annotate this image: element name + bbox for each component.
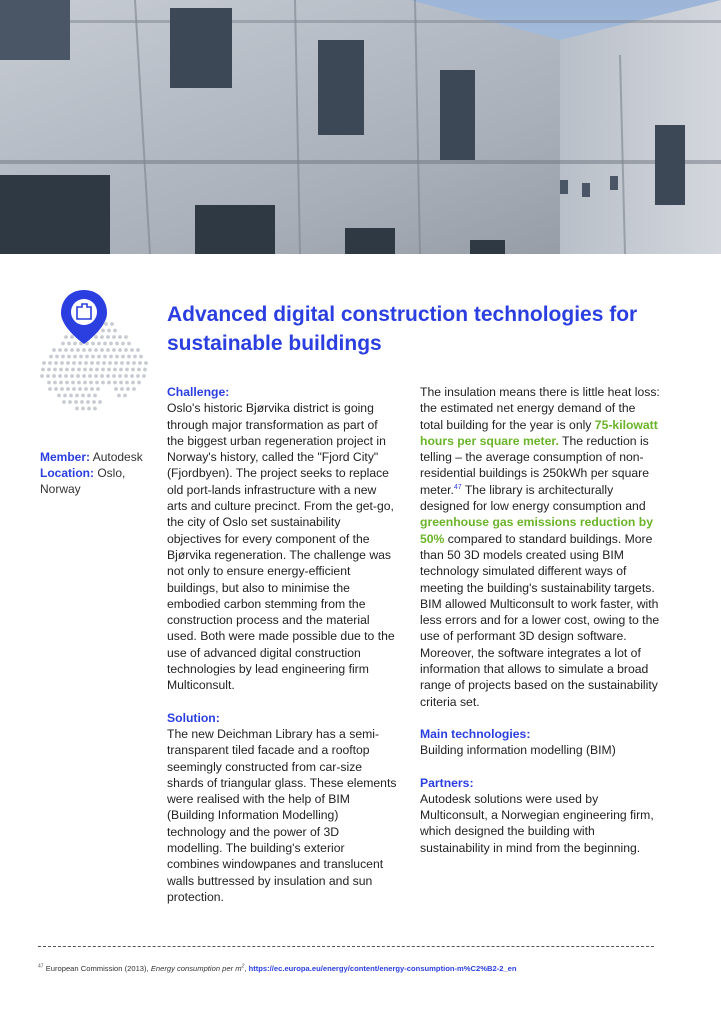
map-dot xyxy=(127,342,131,346)
map-dot xyxy=(64,348,68,352)
footnote-title-text: Energy consumption per m xyxy=(150,964,242,973)
map-dot xyxy=(40,374,44,378)
footnote-number: 47 xyxy=(38,963,44,970)
insulation-text-3: The library is architecturally designed for low energy consumption and xyxy=(420,482,646,514)
main-technologies-text: Building information modelling (BIM) xyxy=(420,743,616,758)
page-title: Advanced digital construction technologies for sustainable buildings xyxy=(167,303,638,355)
map-dot xyxy=(58,348,62,352)
map-dot xyxy=(82,348,86,352)
map-dot xyxy=(102,361,106,365)
map-dot xyxy=(89,368,93,372)
map-dot xyxy=(144,361,148,365)
map-dot xyxy=(109,355,113,359)
map-dot xyxy=(84,361,88,365)
map-dot xyxy=(52,374,56,378)
map-dot xyxy=(121,342,125,346)
map-dot xyxy=(143,368,147,372)
map-dot xyxy=(84,387,88,391)
map-dot xyxy=(124,335,128,339)
footnote: $^{47}$ European Commission (2013), Energy consumption per $m^2$, https://ec.europa.eu/energy/content/energy-consumption-m%C2%B2-2_en xyxy=(38,963,517,973)
map-dot xyxy=(48,387,52,391)
map-dot xyxy=(118,335,122,339)
map-dot xyxy=(124,348,128,352)
map-dot xyxy=(87,407,91,411)
footnote-title-sup: 2 xyxy=(241,963,245,970)
map-dot xyxy=(47,368,51,372)
map-dot xyxy=(64,374,68,378)
map-dot xyxy=(81,407,85,411)
challenge-text: Oslo's historic Bjørvika district is going through major transformation as part of the biggest urban regeneration project in Norway's history, called the "Fjord City" (Fjordbyen). The project seeks to replace old port-lands infrastructure with a new arts and culture precinct. From the get-go, the city of Oslo set sustainability objectives for every component of the Bjørvika regeneration. The challenge was not only to ensure energy-efficient buildings, but also to minimise the embodied carbon stemming from the construction process and the material used. Both were made possible due to the use of advanced digital construction technologies by lead engineering firm Multiconsult. xyxy=(167,401,395,693)
map-dot xyxy=(68,400,72,404)
location-value: Oslo, Norway xyxy=(40,466,126,496)
map-dot xyxy=(139,355,143,359)
map-dot xyxy=(100,335,104,339)
map-dot xyxy=(119,368,123,372)
map-dot xyxy=(112,348,116,352)
map-dot xyxy=(107,381,111,385)
map-dot xyxy=(107,329,111,333)
map-dot xyxy=(97,355,101,359)
map-dot xyxy=(64,335,68,339)
map-dot xyxy=(94,335,98,339)
insulation-paragraph xyxy=(420,384,660,710)
challenge-heading: Challenge: xyxy=(167,385,230,399)
footnote-source: European Commission (2013), xyxy=(45,964,149,973)
map-dot xyxy=(67,355,71,359)
map-dot xyxy=(126,387,130,391)
map-dot xyxy=(124,374,128,378)
map-dot xyxy=(127,355,131,359)
map-dot xyxy=(75,407,79,411)
map-dot xyxy=(91,355,95,359)
map-dot xyxy=(113,368,117,372)
map-dot xyxy=(61,355,65,359)
emissions-highlight: greenhouse gas emissions reduction by 50% xyxy=(420,515,653,546)
map-dot xyxy=(58,374,62,378)
map-dot xyxy=(115,342,119,346)
map-dot xyxy=(89,381,93,385)
map-dot xyxy=(108,361,112,365)
map-dot xyxy=(73,355,77,359)
map-dot xyxy=(86,400,90,404)
map-dot xyxy=(96,361,100,365)
map-dot xyxy=(42,361,46,365)
map-dot xyxy=(76,348,80,352)
map-dot xyxy=(90,361,94,365)
map-dot xyxy=(92,400,96,404)
map-dot xyxy=(131,368,135,372)
pin-inner-circle xyxy=(71,299,97,325)
map-dot xyxy=(79,355,83,359)
map-dot xyxy=(62,400,66,404)
map-dot xyxy=(71,381,75,385)
map-dot xyxy=(71,368,75,372)
energy-demand-highlight: 75-kilowatt hours per square meter. xyxy=(420,417,658,448)
map-dot xyxy=(48,361,52,365)
map-dot xyxy=(130,348,134,352)
map-dot xyxy=(131,381,135,385)
member-value: Autodesk xyxy=(92,450,143,464)
map-dot xyxy=(73,342,77,346)
map-dot xyxy=(66,361,70,365)
map-dot xyxy=(76,374,80,378)
map-dot xyxy=(83,368,87,372)
map-dot xyxy=(130,374,134,378)
map-dot xyxy=(80,400,84,404)
map-dot xyxy=(125,381,129,385)
footnote-title xyxy=(151,964,245,973)
map-dot xyxy=(106,335,110,339)
map-dot xyxy=(118,348,122,352)
footnote-divider xyxy=(38,946,654,947)
map-dot xyxy=(106,348,110,352)
map-dot xyxy=(136,374,140,378)
map-dot xyxy=(41,368,45,372)
insulation-text-4: compared to standard buildings. More than 50 3D models created using BIM technology simulated different ways of meeting the building's sustainability targets. BIM allowed Multiconsult to work faster, with less errors and for a lower cost, owing to the use of performant 3D design software. Moreover, the software integrates a lot of information that allows to simulate a broad range of projects based on the sustainability criteria set. xyxy=(420,531,660,709)
map-dot xyxy=(90,387,94,391)
map-dot xyxy=(70,348,74,352)
map-dot xyxy=(133,355,137,359)
map-dot xyxy=(61,342,65,346)
map-dot xyxy=(88,348,92,352)
europe-map-location-icon xyxy=(30,286,160,422)
footnote-ref[interactable]: 47 xyxy=(453,483,462,491)
map-dot xyxy=(132,387,136,391)
member-row xyxy=(40,449,155,465)
map-dot xyxy=(91,342,95,346)
map-dot xyxy=(65,381,69,385)
map-dot xyxy=(77,381,81,385)
map-dot xyxy=(74,400,78,404)
map-dot xyxy=(70,374,74,378)
map-dot xyxy=(114,361,118,365)
map-dot xyxy=(77,368,81,372)
map-dot xyxy=(52,348,56,352)
map-dot xyxy=(118,374,122,378)
map-dot xyxy=(78,387,82,391)
map-dot xyxy=(83,381,87,385)
map-dot xyxy=(115,355,119,359)
map-dot xyxy=(87,394,91,398)
map-dot xyxy=(53,368,57,372)
map-dot xyxy=(120,387,124,391)
map-dot xyxy=(94,348,98,352)
map-dot xyxy=(59,381,63,385)
map-dot xyxy=(82,374,86,378)
map-dot xyxy=(101,329,105,333)
map-dot xyxy=(136,348,140,352)
map-dot xyxy=(65,368,69,372)
insulation-text-2: The reduction is telling – the average consumption of non-residential buildings is 250kWh per square meter. xyxy=(420,433,649,497)
map-dot xyxy=(125,368,129,372)
europe-dot-map xyxy=(30,286,160,422)
map-dot xyxy=(100,348,104,352)
map-dot xyxy=(54,361,58,365)
map-dot xyxy=(46,374,50,378)
map-dot xyxy=(49,355,53,359)
map-dot xyxy=(121,355,125,359)
map-dot xyxy=(103,355,107,359)
location-label: Location: xyxy=(40,466,94,480)
location-row xyxy=(40,465,155,497)
right-column xyxy=(420,384,660,856)
map-dot xyxy=(98,400,102,404)
map-dot xyxy=(95,368,99,372)
map-dot xyxy=(96,387,100,391)
map-dot xyxy=(75,394,79,398)
map-dot xyxy=(106,374,110,378)
map-dot xyxy=(47,381,51,385)
member-label: Member: xyxy=(40,450,91,464)
footnote-link[interactable]: https://ec.europa.eu/energy/content/energy-consumption-m%C2%B2-2_en xyxy=(248,964,517,973)
map-dot xyxy=(119,381,123,385)
map-dot xyxy=(53,381,57,385)
map-dot xyxy=(117,394,121,398)
map-dot xyxy=(78,361,82,365)
map-dot xyxy=(120,361,124,365)
map-dot xyxy=(85,355,89,359)
map-dot xyxy=(66,387,70,391)
map-dot xyxy=(54,387,58,391)
map-dot xyxy=(72,361,76,365)
map-dot xyxy=(142,374,146,378)
solution-text: The new Deichman Library has a semi-transparent tiled facade and a rooftop seemingly constructed from car-size shards of triangular glass. These elements were realised with the help of BIM (Building Information Modelling) technology and the power of 3D modelling. The building's exterior combines windowpanes and translucent walls buttressed by insulation and sun protection. xyxy=(167,726,397,904)
map-dot xyxy=(138,361,142,365)
map-dot xyxy=(93,407,97,411)
left-column xyxy=(167,384,397,905)
map-dot xyxy=(55,355,59,359)
partners-text: Autodesk solutions were used by Multiconsult, a Norwegian engineering firm, which designed the building with sustainability in mind from the beginning. xyxy=(420,791,654,855)
solution-heading: Solution: xyxy=(167,710,220,725)
map-dot xyxy=(132,361,136,365)
map-dot xyxy=(67,342,71,346)
main-technologies-heading: Main technologies: xyxy=(420,726,531,741)
map-dot xyxy=(113,381,117,385)
map-dot xyxy=(72,387,76,391)
map-dot xyxy=(81,394,85,398)
map-dot xyxy=(59,368,63,372)
map-dot xyxy=(100,374,104,378)
member-info xyxy=(40,449,155,497)
map-dot xyxy=(103,342,107,346)
map-dot xyxy=(109,342,113,346)
map-dot xyxy=(110,322,114,326)
map-dot xyxy=(57,394,61,398)
map-dot xyxy=(112,374,116,378)
map-dot xyxy=(60,361,64,365)
map-dot xyxy=(88,374,92,378)
map-dot xyxy=(137,368,141,372)
map-dot xyxy=(104,322,108,326)
map-dot xyxy=(114,387,118,391)
map-dot xyxy=(97,342,101,346)
map-dot xyxy=(70,335,74,339)
building-illustration xyxy=(0,0,721,254)
partners-heading: Partners: xyxy=(420,775,474,790)
map-dot xyxy=(93,394,97,398)
map-dot xyxy=(107,368,111,372)
map-dot xyxy=(101,368,105,372)
map-dot xyxy=(101,381,105,385)
hero-photo-concrete-building xyxy=(0,0,721,254)
map-dot xyxy=(137,381,141,385)
map-dot xyxy=(112,335,116,339)
map-dot xyxy=(95,381,99,385)
map-dot xyxy=(69,394,73,398)
map-dot xyxy=(113,329,117,333)
map-dot xyxy=(60,387,64,391)
map-dot xyxy=(126,361,130,365)
map-dot xyxy=(63,394,67,398)
insulation-text-1: The insulation means there is little heat loss: the estimated net energy demand of the total building for the year is only xyxy=(420,385,660,432)
map-dot xyxy=(123,394,127,398)
map-dot xyxy=(94,374,98,378)
